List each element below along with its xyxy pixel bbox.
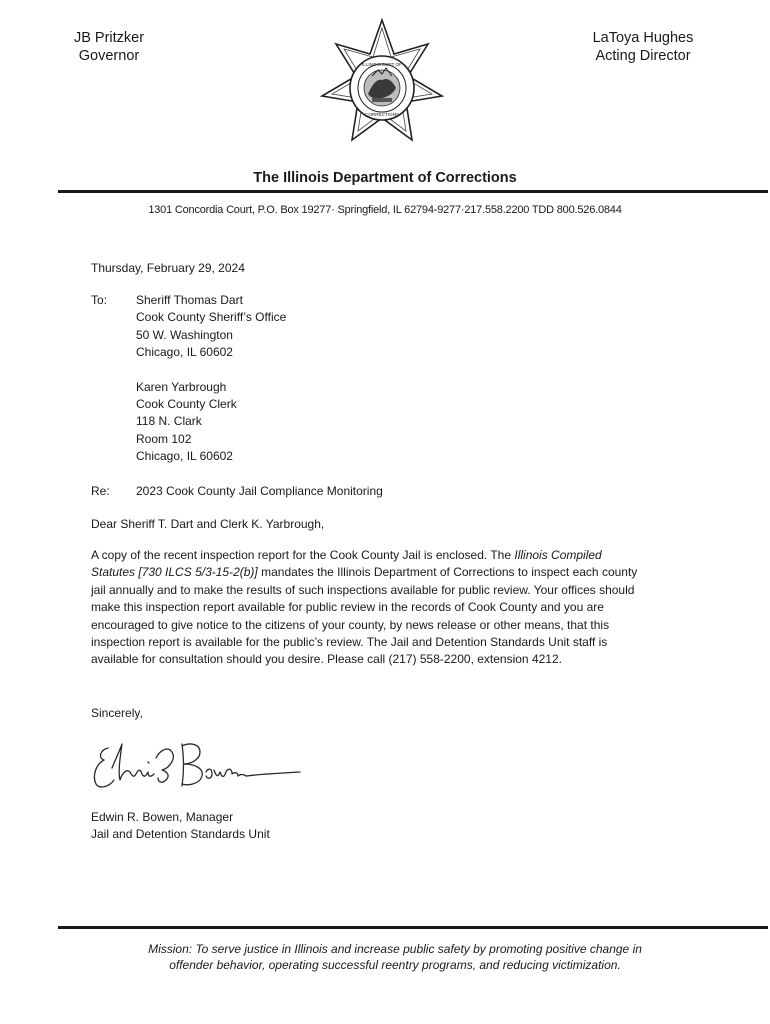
recipients (136, 292, 286, 466)
signature-block (91, 809, 270, 844)
recipient-line: Karen Yarbrough (136, 379, 227, 394)
department-title: The Illinois Department of Corrections (253, 170, 517, 186)
recipient-line: Chicago, IL 60602 (136, 345, 233, 360)
mission-statement (0, 941, 770, 973)
department-address: 1301 Concordia Court, P.O. Box 19277· Springfield, IL 62794-9277·217.558.2200 TDD 800.526.0844 (148, 204, 622, 216)
governor-block (68, 29, 150, 65)
subject-line: 2023 Cook County Jail Compliance Monitoring (136, 484, 383, 498)
signer-unit: Jail and Detention Standards Unit (91, 827, 270, 842)
recipient-line: Sheriff Thomas Dart (136, 293, 243, 307)
recipient-line: 118 N. Clark (136, 414, 202, 429)
body-line: jail annually and to make the results of such inspections available for public review. Your offices should (91, 582, 635, 597)
signer-name: Edwin R. Bowen, Manager (91, 810, 234, 824)
letter-date: Thursday, February 29, 2024 (91, 261, 245, 275)
recipient-line: Chicago, IL 60602 (136, 449, 233, 464)
footer-divider (58, 926, 768, 929)
closing: Sincerely, (91, 706, 143, 720)
recipient-line: Cook County Sheriff’s Office (136, 310, 287, 325)
seal-text-bottom: CORRECTIONS (365, 112, 399, 117)
mission-line: Mission: To serve justice in Illinois and increase public safety by promoting positive change in (148, 942, 642, 956)
recipient-gap (136, 362, 286, 379)
director-title: Acting Director (595, 48, 691, 64)
re-label: Re: (91, 484, 110, 498)
recipient-line: 50 W. Washington (136, 327, 233, 342)
director-block (568, 29, 718, 65)
handwritten-signature-icon (86, 728, 306, 798)
salutation: Dear Sheriff T. Dart and Clerk K. Yarbrough, (91, 517, 325, 531)
department-seal-icon (320, 18, 444, 150)
body-line: inspection report is available for the public’s review. The Jail and Detention Standards Unit staff is (91, 635, 608, 650)
governor-name: JB Pritzker (73, 30, 145, 46)
governor-title: Governor (78, 48, 140, 64)
director-name: LaToya Hughes (592, 30, 694, 46)
recipient-line: Room 102 (136, 431, 192, 446)
body-line: encouraged to give notice to the citizens of your county, by news release or other means, that this (91, 617, 610, 632)
seal-text-top: ILLINOIS DEPT OF (362, 62, 402, 67)
header-divider (58, 190, 768, 193)
recipient-line: Cook County Clerk (136, 397, 237, 412)
body-line: A copy of the recent inspection report for the Cook County Jail is enclosed. The Illinois Compiled (91, 548, 602, 562)
body-line: available for consultation should you desire. Please call (217) 558-2200, extension 4212. (91, 652, 562, 667)
to-label: To: (91, 293, 108, 307)
body-line: Statutes [730 ILCS 5/3-15-2(b)] mandates the Illinois Department of Corrections to inspect each county (91, 565, 638, 580)
body-line: make this inspection report available for public review in the records of Cook County and you are (91, 600, 604, 615)
mission-line: offender behavior, operating successful reentry programs, and reducing victimization. (169, 958, 621, 972)
letter-body (91, 547, 691, 669)
